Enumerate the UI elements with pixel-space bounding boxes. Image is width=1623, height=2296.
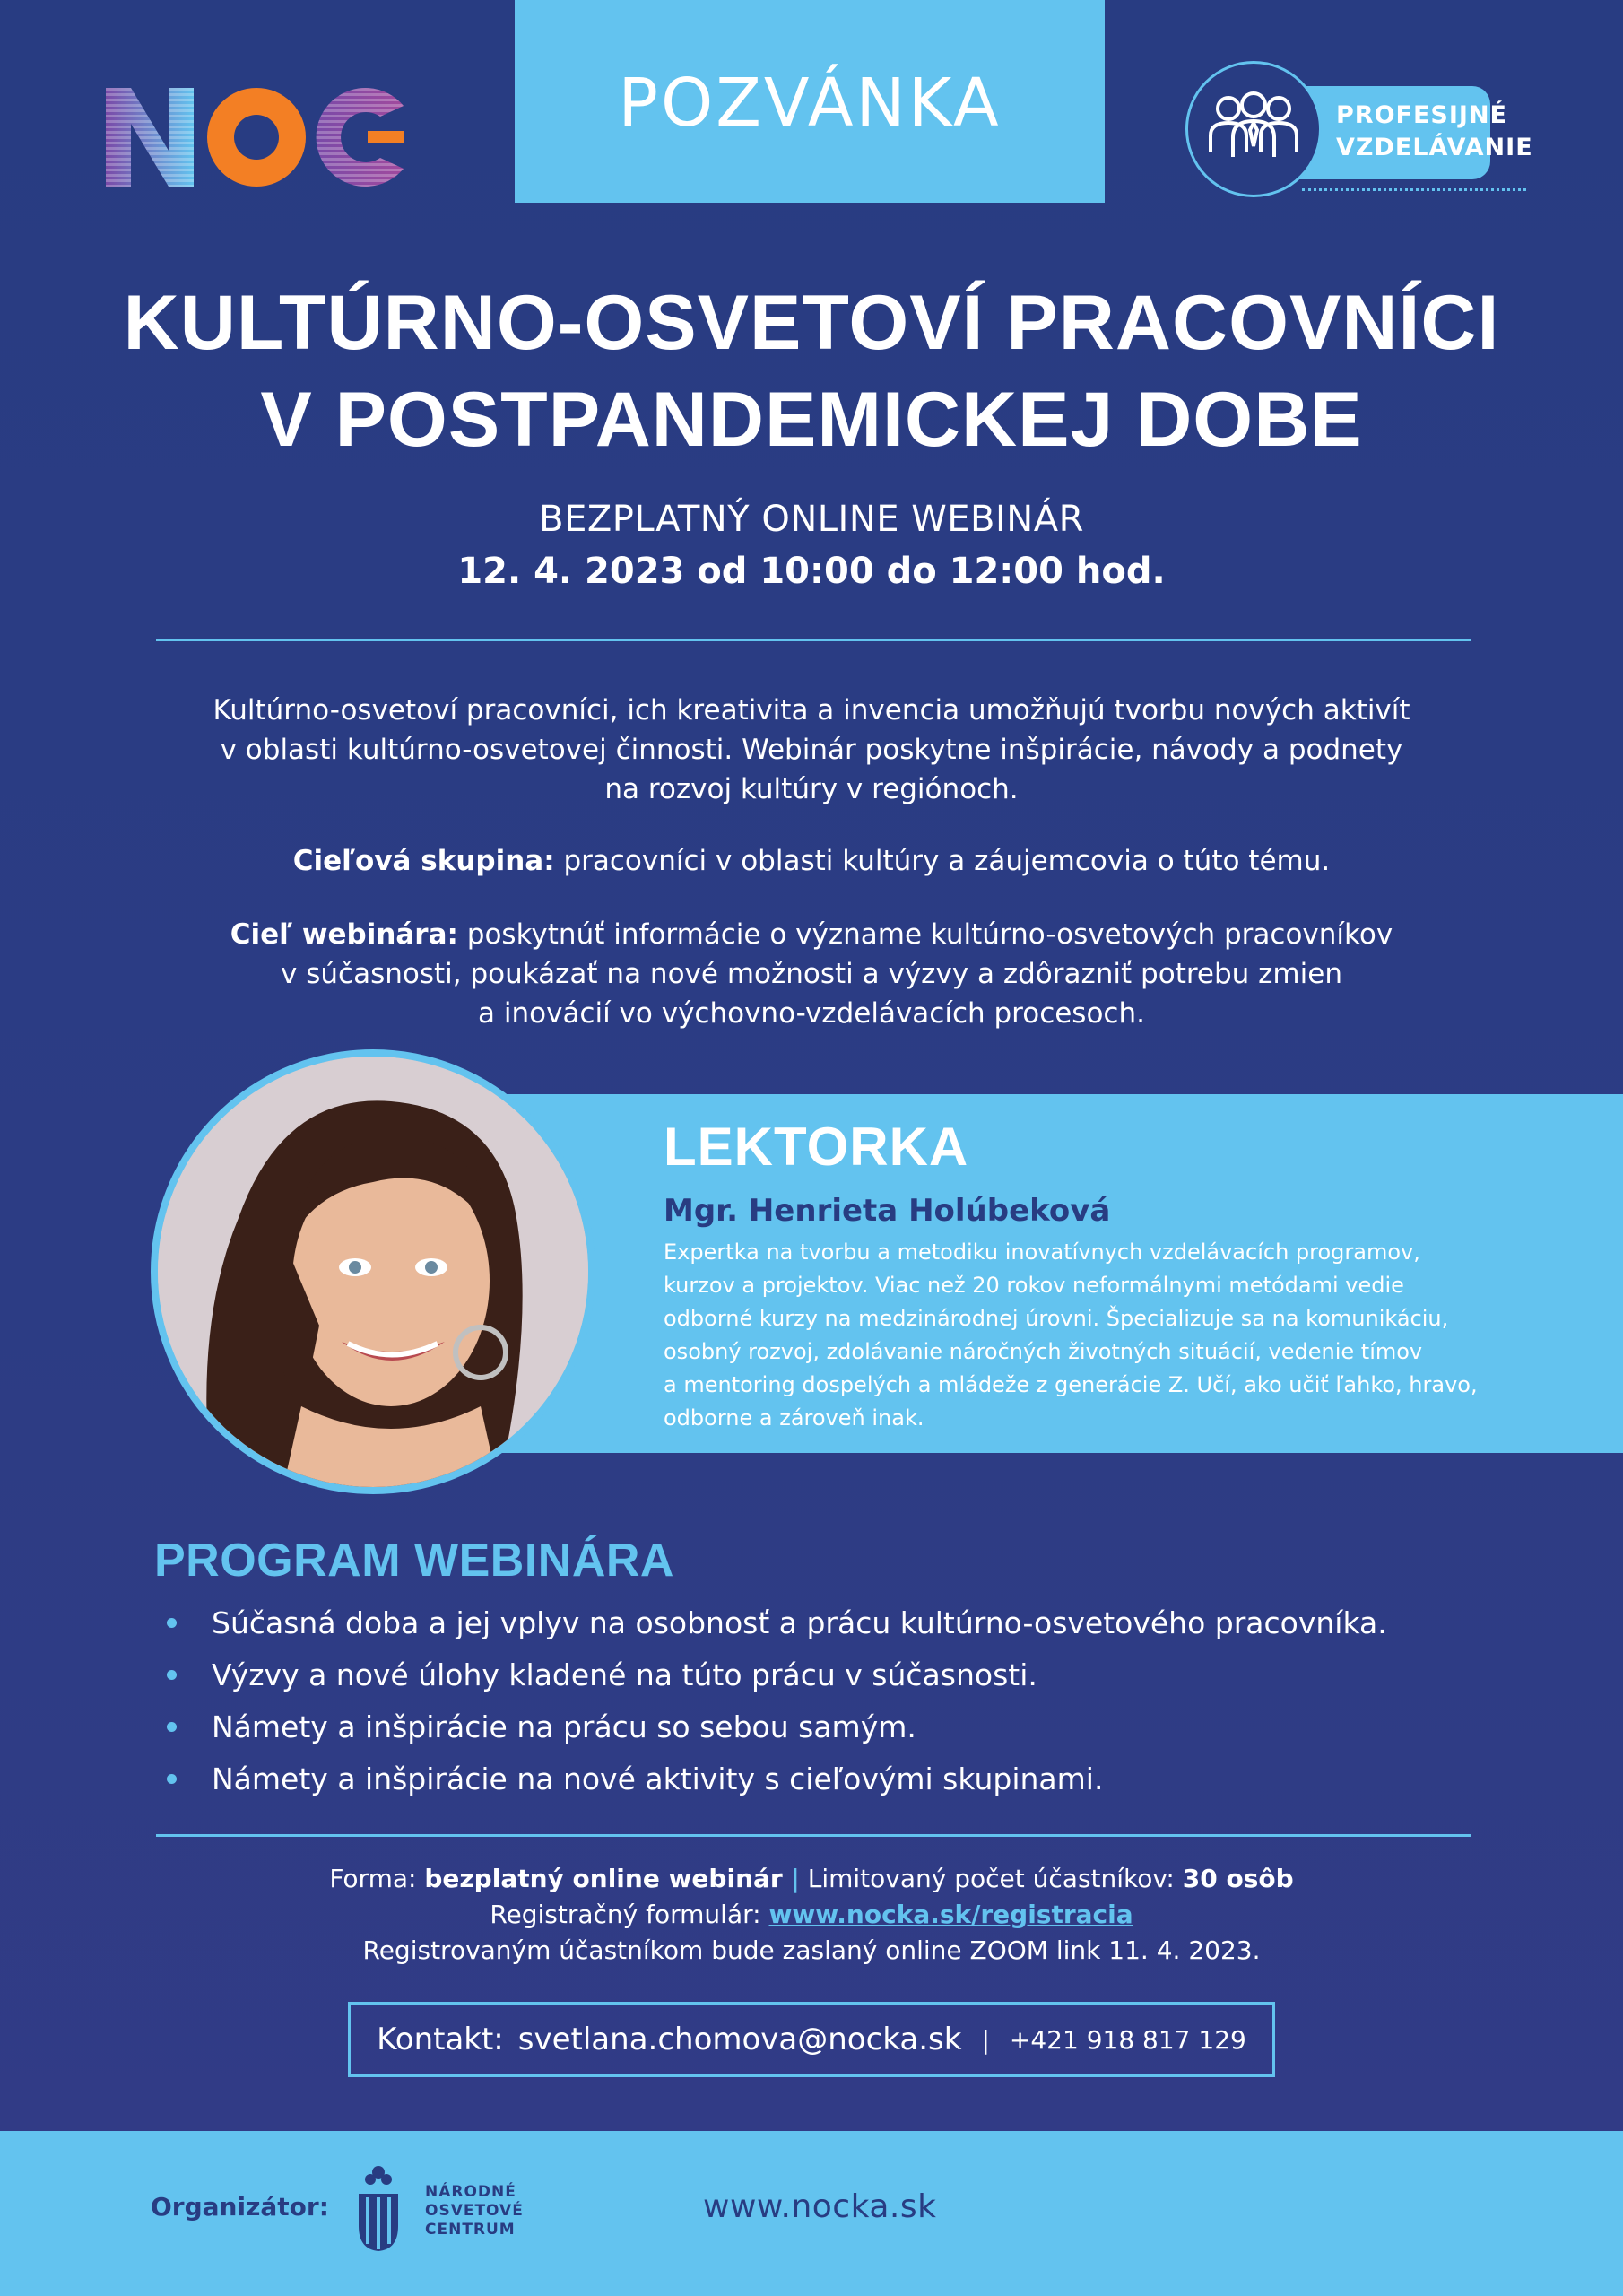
bio-line: odborné kurzy na medzinárodnej úrovni. Špecializuje sa na komunikáciu, (664, 1306, 1449, 1331)
contact-box (348, 2002, 1275, 2077)
invitation-banner (515, 0, 1105, 203)
format-value: bezplatný online webinár (424, 1864, 783, 1893)
bullet-icon (167, 1670, 177, 1680)
lecturer-name: Mgr. Henrieta Holúbeková (664, 1193, 1111, 1229)
bullet-icon (167, 1774, 177, 1784)
organizer-name-line: OSVETOVÉ (425, 2202, 524, 2220)
registration-label: Registračný formulár: (490, 1900, 769, 1929)
webinar-type: BEZPLATNÝ ONLINE WEBINÁR (539, 499, 1084, 540)
divider-bottom (156, 1834, 1471, 1837)
program-heading: PROGRAM WEBINÁRA (154, 1535, 674, 1587)
goal-label: Cieľ webinára: (230, 918, 458, 951)
intro-line: Kultúrno-osvetoví pracovníci, ich kreativita a invencia umožňujú tvorbu nových aktivít (213, 694, 1410, 726)
webinar-date: 12. 4. 2023 od 10:00 do 12:00 hod. (457, 551, 1166, 592)
people-group-icon (1188, 64, 1319, 195)
divider-top (156, 639, 1471, 641)
noc-logo-icon (106, 88, 404, 187)
limit-label: Limitovaný počet účastníkov: (807, 1864, 1183, 1893)
professional-education-badge (1185, 61, 1562, 204)
program-item: Výzvy a nové úlohy kladené na túto prácu v súčasnosti. (167, 1652, 1566, 1704)
contact-label: Kontakt: (377, 2022, 504, 2057)
program-item: Súčasná doba a jej vplyv na osobnosť a prácu kultúrno-osvetového pracovníka. (167, 1600, 1566, 1652)
noc-emblem-icon (355, 2163, 402, 2253)
bio-line: osobný rozvoj, zdolávanie náročných životných situácií, vedenie tímov (664, 1339, 1423, 1364)
bullet-icon (167, 1722, 177, 1732)
organizer-name (425, 2183, 524, 2239)
program-list (167, 1600, 1566, 1808)
bio-line: odborne a zároveň inak. (664, 1405, 924, 1431)
program-item: Námety a inšpirácie na nové aktivity s cieľovými skupinami. (167, 1756, 1566, 1808)
organizer-name-line: CENTRUM (425, 2221, 516, 2239)
goal-line: a inovácií vo výchovno-vzdelávacích procesoch. (478, 997, 1145, 1030)
limit-value: 30 osôb (1182, 1864, 1294, 1893)
bullet-icon (167, 1618, 177, 1628)
contact-phone[interactable]: +421 918 817 129 (1009, 2024, 1246, 2055)
registration-info (36, 1900, 1587, 1929)
format-info (36, 1864, 1587, 1893)
lecturer-photo (151, 1049, 595, 1494)
noc-emblem (355, 2163, 402, 2253)
main-title-line2: V POSTPANDEMICKEJ DOBE (260, 377, 1363, 463)
contact-email[interactable]: svetlana.chomova@nocka.sk (517, 2022, 962, 2057)
target-group-label: Cieľová skupina: (292, 845, 555, 877)
badge-line2: VZDELÁVANIE (1336, 134, 1533, 161)
format-label: Forma: (329, 1864, 425, 1893)
goal-line: v súčasnosti, poukázať na nové možnosti a výzvy a zdôrazniť potrebu zmien (281, 958, 1342, 990)
badge-line1: PROFESIJNÉ (1336, 101, 1507, 129)
intro-paragraph (143, 691, 1480, 809)
lecturer-portrait-image (158, 1057, 588, 1487)
goal-line: poskytnúť informácie o význame kultúrno-osvetových pracovníkov (457, 918, 1393, 951)
webinar-goal (143, 915, 1480, 1033)
zoom-note: Registrovaným účastníkom bude zaslaný online ZOOM link 11. 4. 2023. (362, 1935, 1261, 1965)
lecturer-heading: LEKTORKA (664, 1117, 969, 1177)
target-group-text: pracovníci v oblasti kultúry a záujemcovia o túto tému. (554, 845, 1331, 877)
organizer-label: Organizátor: (151, 2192, 329, 2222)
invitation-label: POZVÁNKA (618, 65, 1002, 142)
badge-dots-divider (1302, 188, 1526, 191)
organizer-name-line: NÁRODNÉ (425, 2183, 516, 2201)
bio-line: a mentoring dospelých a mládeže z generácie Z. Učí, ako učiť ľahko, hravo, (664, 1372, 1478, 1397)
footer-website-link[interactable]: www.nocka.sk (703, 2188, 937, 2225)
info-separator: | (790, 1864, 800, 1893)
intro-line: v oblasti kultúrno-osvetovej činnosti. Webinár poskytne inšpirácie, návody a podnety (220, 734, 1403, 766)
lecturer-bio (664, 1236, 1614, 1435)
program-item: Námety a inšpirácie na prácu so sebou samým. (167, 1704, 1566, 1756)
main-title-line1: KULTÚRNO-OSVETOVÍ PRACOVNÍCI (123, 280, 1500, 366)
noc-logo (106, 88, 404, 187)
badge-circle (1185, 61, 1322, 197)
registration-link[interactable]: www.nocka.sk/registracia (768, 1900, 1133, 1929)
bio-line: Expertka na tvorbu a metodiku inovatívnych vzdelávacích programov, (664, 1239, 1420, 1265)
contact-separator: | (981, 2024, 990, 2055)
intro-line: na rozvoj kultúry v regiónoch. (604, 773, 1019, 805)
target-group (143, 841, 1480, 881)
bio-line: kurzov a projektov. Viac než 20 rokov neformálnymi metódami vedie (664, 1273, 1404, 1298)
